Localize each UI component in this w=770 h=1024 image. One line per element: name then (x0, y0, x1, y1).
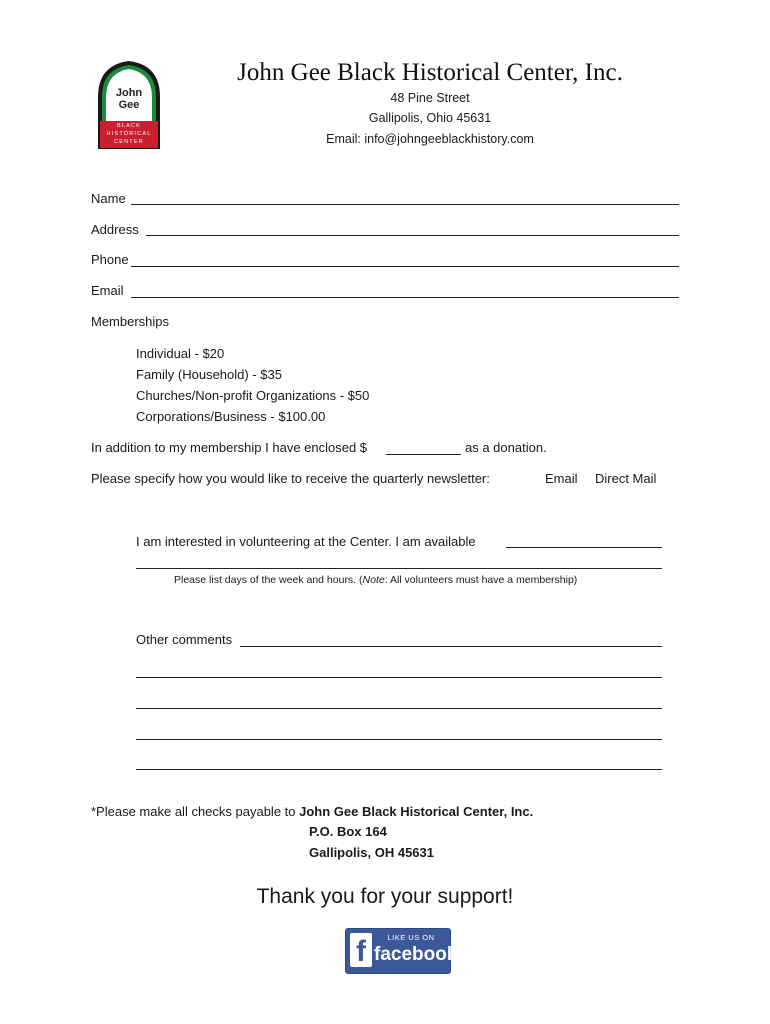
logo-sub2: HISTORICAL (106, 131, 152, 137)
comments-field-4[interactable] (136, 739, 662, 740)
volunteer-prompt: I am interested in volunteering at the Center. I am available (136, 534, 476, 549)
payee-name: John Gee Black Historical Center, Inc. (299, 804, 534, 819)
address-street: 48 Pine Street (390, 91, 470, 105)
volunteer-availability-field-2[interactable] (136, 568, 662, 569)
logo-line2: Gee (118, 99, 140, 111)
phone-field[interactable] (131, 266, 679, 267)
phone-label: Phone (91, 252, 129, 267)
page-title: John Gee Black Historical Center, Inc. (237, 59, 623, 86)
newsletter-option-email[interactable]: Email (545, 471, 578, 486)
address-label: Address (91, 222, 139, 237)
checks-payable-text: *Please make all checks payable to John Gee Black Historical Center, Inc. (91, 804, 534, 819)
volunteer-availability-field[interactable] (506, 547, 662, 548)
donation-text: In addition to my membership I have enclosed $ (91, 440, 368, 455)
email-field[interactable] (131, 297, 679, 298)
logo-sub3: CENTER (114, 139, 144, 145)
facebook-badge[interactable] (345, 928, 458, 974)
email-label: Email (91, 283, 124, 298)
comments-field-3[interactable] (136, 708, 662, 709)
membership-option-individual[interactable]: Individual - $20 (136, 346, 225, 361)
thank-you-message: Thank you for your support! (256, 885, 514, 908)
facebook-like-text: LIKE US ON (387, 933, 435, 942)
membership-option-family[interactable]: Family (Household) - $35 (136, 367, 282, 382)
mailing-box: P.O. Box 164 (309, 824, 387, 839)
membership-option-corporations[interactable]: Corporations/Business - $100.00 (136, 409, 326, 424)
address-field[interactable] (146, 235, 679, 236)
logo-sub1: BLACK (116, 123, 142, 129)
comments-field-5[interactable] (136, 769, 662, 770)
comments-field-2[interactable] (136, 677, 662, 678)
newsletter-option-direct-mail[interactable]: Direct Mail (595, 471, 657, 486)
donation-suffix: as a donation. (465, 440, 547, 455)
comments-label: Other comments (136, 632, 233, 647)
membership-option-churches[interactable]: Churches/Non-profit Organizations - $50 (136, 388, 370, 403)
address-city: Gallipolis, Ohio 45631 (368, 111, 492, 125)
facebook-f-icon: f (350, 933, 372, 967)
name-field[interactable] (131, 204, 679, 205)
logo-line1: John (115, 87, 143, 99)
donation-amount-field[interactable] (386, 454, 461, 455)
name-label: Name (91, 191, 126, 206)
mailing-city: Gallipolis, OH 45631 (309, 845, 434, 860)
volunteer-note: Please list days of the week and hours. (Note: All volunteers must have a membership) (174, 574, 578, 586)
facebook-wordmark: facebook (374, 944, 458, 965)
newsletter-prompt: Please specify how you would like to receive the quarterly newsletter: (91, 471, 490, 486)
comments-field-1[interactable] (240, 646, 662, 647)
memberships-heading: Memberships (91, 314, 170, 329)
contact-email: Email: info@johngeeblackhistory.com (326, 132, 534, 146)
